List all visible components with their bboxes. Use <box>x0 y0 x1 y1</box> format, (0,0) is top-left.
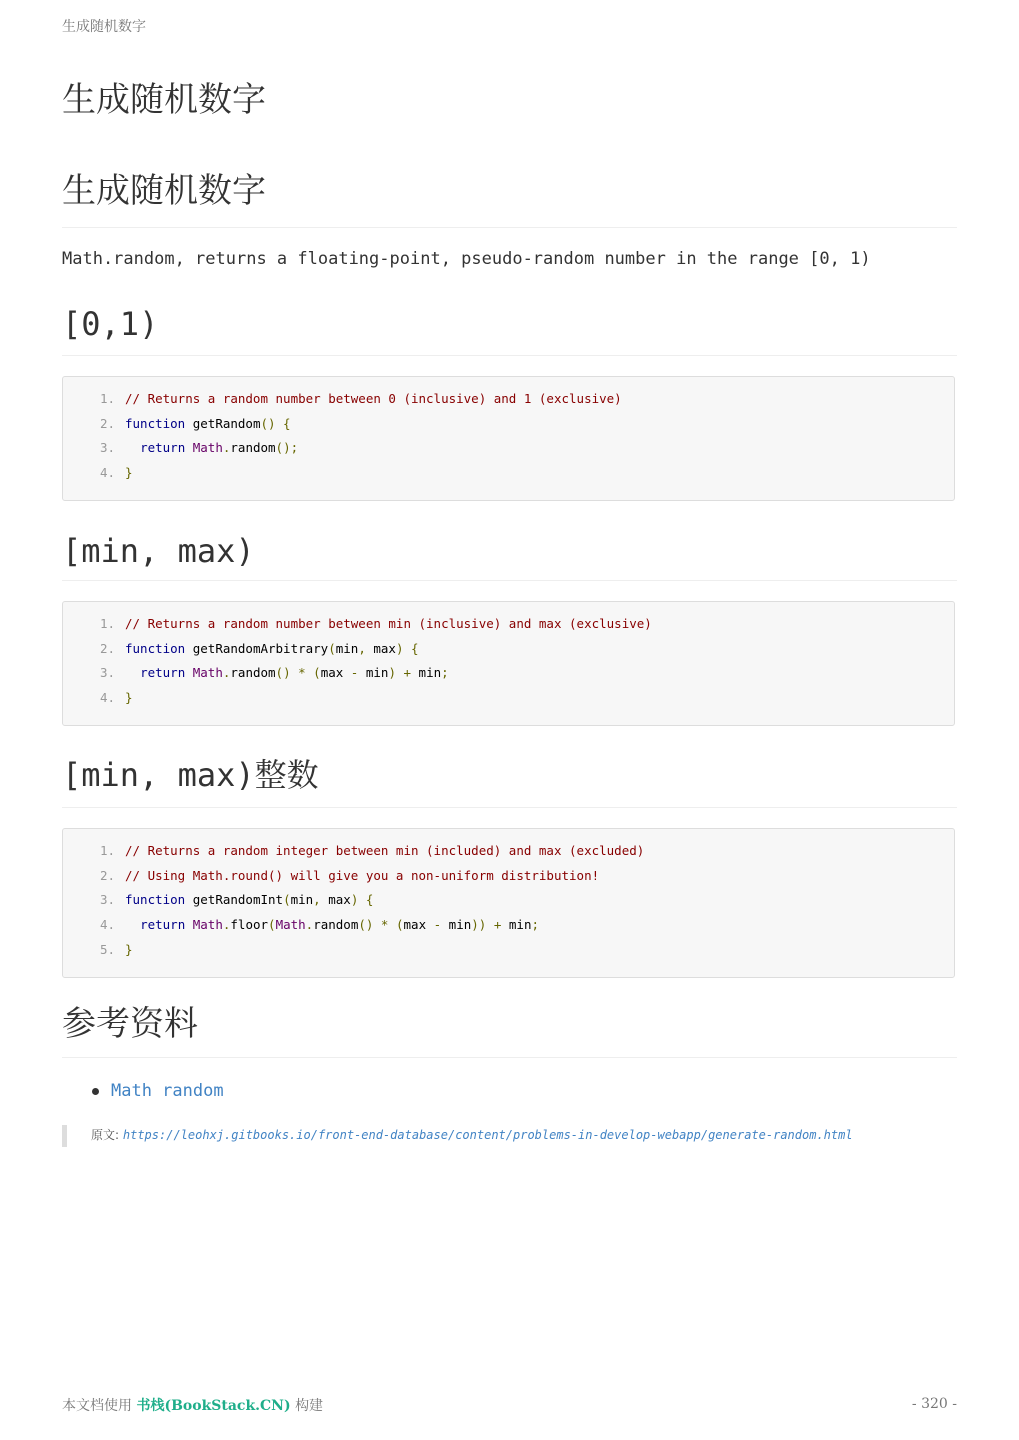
code-object: Math <box>185 917 223 933</box>
code-identifier: min <box>508 917 532 933</box>
line-number: 4. <box>99 917 115 933</box>
code-block-get-random-int <box>62 828 955 978</box>
code-identifier: max <box>403 917 427 933</box>
code-keyword: return <box>140 665 186 681</box>
code-punctuation: (); <box>275 440 299 456</box>
section-heading: 生成随机数字 <box>62 171 266 211</box>
code-line <box>63 661 954 686</box>
code-identifier: max <box>365 640 396 656</box>
line-number: 4. <box>99 690 115 706</box>
code-object: Math <box>275 917 306 933</box>
line-number: 2. <box>99 640 115 656</box>
code-line <box>63 937 954 962</box>
code-block-get-random <box>62 376 955 501</box>
code-punctuation: , <box>313 892 321 908</box>
code-punctuation: . <box>222 665 231 681</box>
code-punctuation: ( <box>283 892 291 908</box>
code-punctuation: . <box>222 917 231 933</box>
code-identifier: random <box>313 917 359 933</box>
heading-0-1: [0,1) <box>62 305 159 343</box>
code-identifier: min <box>448 917 472 933</box>
code-punctuation: () * ( <box>358 917 404 933</box>
intro-text: Math.random, returns a floating-point, pseudo-random number in the range [0, 1) <box>62 249 871 269</box>
code-line <box>63 611 954 636</box>
code-line <box>63 912 954 937</box>
code-identifier: max <box>320 665 344 681</box>
code-comment: // Returns a random number between 0 (inclusive) and 1 (exclusive) <box>125 390 622 406</box>
list-item <box>62 1078 224 1104</box>
section-heading-block <box>62 169 957 228</box>
code-line <box>63 863 954 888</box>
code-punctuation: )) + <box>471 917 509 933</box>
heading-block-0-1 <box>62 302 957 356</box>
code-punctuation: ( <box>268 917 276 933</box>
code-comment: // Returns a random integer between min (included) and max (excluded) <box>125 842 645 858</box>
code-line <box>63 838 954 863</box>
running-header: 生成随机数字 <box>62 19 146 35</box>
heading-block-references <box>62 1002 957 1058</box>
code-keyword: function <box>125 415 186 431</box>
line-number: 3. <box>99 665 115 681</box>
source-blockquote <box>62 1125 971 1147</box>
code-identifier: getRandomInt <box>185 892 284 908</box>
code-line <box>63 888 954 913</box>
code-identifier: max <box>320 892 351 908</box>
line-number: 3. <box>99 892 115 908</box>
reference-link-math-random[interactable]: Math random <box>111 1081 224 1101</box>
code-punctuation: ) { <box>350 892 374 908</box>
code-line <box>63 460 954 485</box>
code-identifier: min <box>418 665 442 681</box>
code-punctuation: ) { <box>395 640 419 656</box>
footer-prefix: 本文档使用 <box>62 1398 132 1414</box>
line-number: 2. <box>99 867 115 883</box>
code-identifier: getRandom <box>185 415 261 431</box>
source-url-link[interactable]: https://leohxj.gitbooks.io/front-end-database/content/problems-in-develop-webapp/generate-random.html <box>122 1128 853 1142</box>
code-line <box>63 411 954 436</box>
code-punctuation: ; <box>441 665 449 681</box>
heading-block-min-max <box>62 529 957 581</box>
line-number: 1. <box>99 842 115 858</box>
code-punctuation: ; <box>531 917 539 933</box>
code-object: Math <box>185 440 223 456</box>
code-punctuation: } <box>125 942 133 958</box>
code-punctuation: , <box>358 640 366 656</box>
code-punctuation: () { <box>260 415 291 431</box>
heading-min-max-int: [min, max)整数 <box>62 756 319 794</box>
line-number: 1. <box>99 615 115 631</box>
code-punctuation: . <box>222 440 231 456</box>
reference-list <box>62 1078 224 1104</box>
code-identifier: min <box>365 665 389 681</box>
code-indent <box>125 917 140 932</box>
line-number: 2. <box>99 415 115 431</box>
code-punctuation: } <box>125 690 133 706</box>
code-punctuation: } <box>125 465 133 481</box>
code-keyword: return <box>140 440 186 456</box>
chapter-title: 生成随机数字 <box>62 80 266 120</box>
code-punctuation: () * ( <box>275 665 321 681</box>
code-line <box>63 685 954 710</box>
code-indent <box>125 665 140 680</box>
code-comment: // Using Math.round() will give you a non-uniform distribution! <box>125 867 600 883</box>
source-label: 原文: <box>91 1128 120 1142</box>
code-keyword: return <box>140 917 186 933</box>
page-number: - 320 - <box>911 1396 957 1412</box>
code-identifier: min <box>290 892 314 908</box>
code-line <box>63 436 954 461</box>
footer-suffix: 构建 <box>295 1398 324 1414</box>
code-identifier: min <box>335 640 359 656</box>
code-comment: // Returns a random number between min (inclusive) and max (exclusive) <box>125 615 652 631</box>
code-keyword: function <box>125 892 186 908</box>
heading-min-max: [min, max) <box>62 532 255 570</box>
code-identifier: random <box>230 440 276 456</box>
code-identifier: floor <box>230 917 269 933</box>
line-number: 4. <box>99 465 115 481</box>
code-punctuation: - <box>343 665 366 681</box>
code-line <box>63 636 954 661</box>
code-identifier: getRandomArbitrary <box>185 640 329 656</box>
line-number: 5. <box>99 942 115 958</box>
footer-credit <box>62 1395 323 1415</box>
code-keyword: function <box>125 640 186 656</box>
footer-brand-link[interactable]: 书栈(BookStack.CN) <box>136 1398 291 1414</box>
code-punctuation: ( <box>328 640 336 656</box>
code-identifier: random <box>230 665 276 681</box>
code-object: Math <box>185 665 223 681</box>
code-block-get-random-arbitrary <box>62 601 955 726</box>
code-line <box>63 386 954 411</box>
line-number: 1. <box>99 390 115 406</box>
code-indent <box>125 440 140 455</box>
code-punctuation: - <box>426 917 449 933</box>
code-punctuation: ) + <box>388 665 419 681</box>
code-punctuation: . <box>305 917 314 933</box>
heading-block-min-max-int <box>62 753 957 808</box>
line-number: 3. <box>99 440 115 456</box>
heading-references: 参考资料 <box>62 1004 198 1044</box>
